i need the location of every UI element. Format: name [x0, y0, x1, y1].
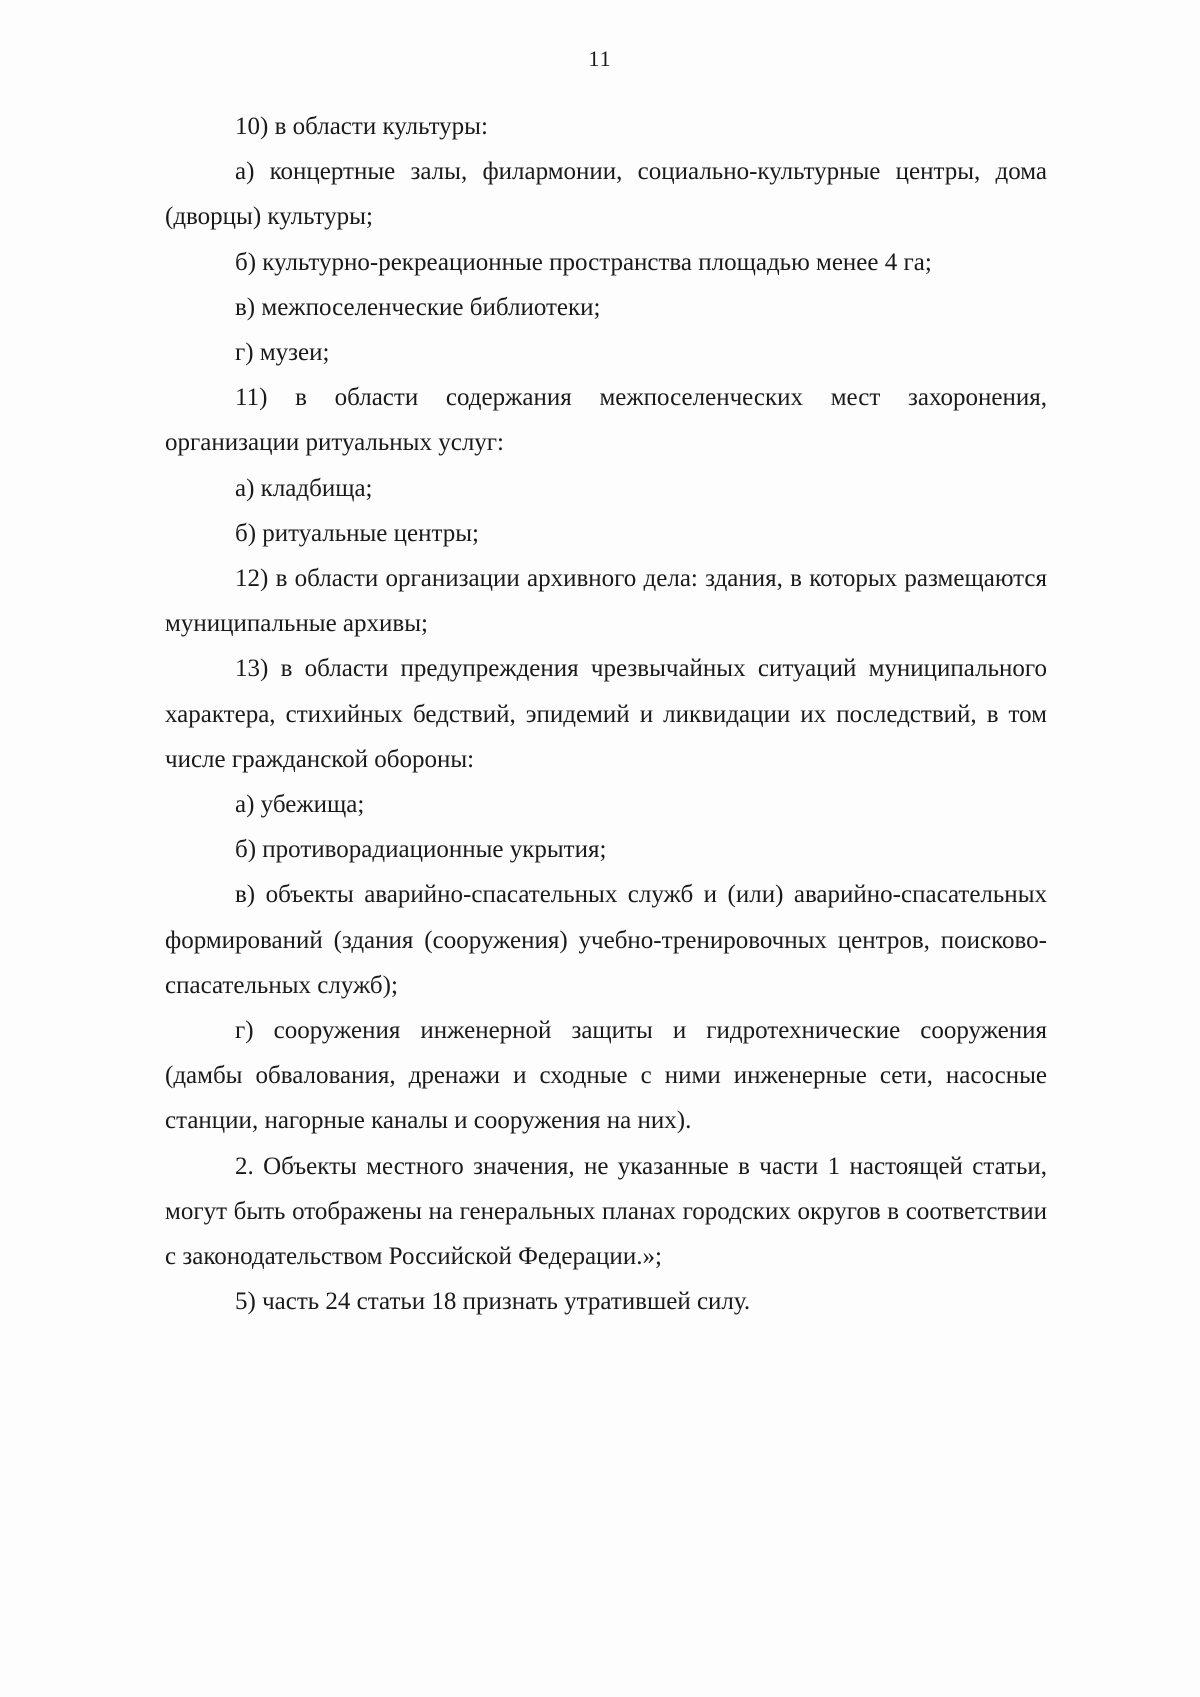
paragraph-archives: 12) в области организации архивного дела: здания, в которых размещаются муниципальные архивы; [165, 565, 1047, 638]
paragraph-rescue-services: в) объекты аварийно-спасательных служб и (или) аварийно-спасательных формирований (здания (сооружения) учебно-тренировочных центров, поисково-спасательных служб); [165, 881, 1047, 999]
paragraph-ritual-centers: б) ритуальные центры; [235, 519, 479, 547]
paragraph-emergency-heading: 13) в области предупреждения чрезвычайных ситуаций муниципального характера, стихийных бедствий, эпидемий и ликвидации их последствий, в том числе гражданской обороны: [165, 655, 1047, 773]
paragraph-shelters: а) убежища; [235, 791, 365, 819]
page-number: 11 [588, 46, 612, 71]
paragraph-article-18: 5) часть 24 статьи 18 признать утратившей силу. [235, 1288, 751, 1316]
paragraph-cemeteries: а) кладбища; [235, 474, 373, 502]
paragraph-recreation-spaces: б) культурно-рекреационные пространства площадью менее 4 га; [235, 248, 932, 276]
paragraph-libraries: в) межпоселенческие библиотеки; [235, 293, 601, 321]
paragraph-burial-heading: 11) в области содержания межпоселенческих мест захоронения, организации ритуальных услуг: [165, 384, 1047, 457]
paragraph-culture-heading: 10) в области культуры: [235, 113, 488, 140]
paragraph-radiation-shelters: б) противорадиационные укрытия; [235, 836, 607, 864]
paragraph-museums: г) музеи; [235, 339, 330, 367]
paragraph-engineering-protection: г) сооружения инженерной защиты и гидротехнические сооружения (дамбы обвалования, дренажи и сходные с ними инженерные сети, насосные станции, нагорные каналы и сооружения на них). [165, 1017, 1047, 1135]
paragraph-local-objects: 2. Объекты местного значения, не указанные в части 1 настоящей статьи, могут быть отображены на генеральных планах городских округов в соответствии с законодательством Российской Федерации.»; [165, 1152, 1047, 1271]
paragraph-concert-halls: а) концертные залы, филармонии, социально-культурные центры, дома (дворцы) культуры; [165, 158, 1047, 231]
document-body [165, 104, 1047, 1324]
